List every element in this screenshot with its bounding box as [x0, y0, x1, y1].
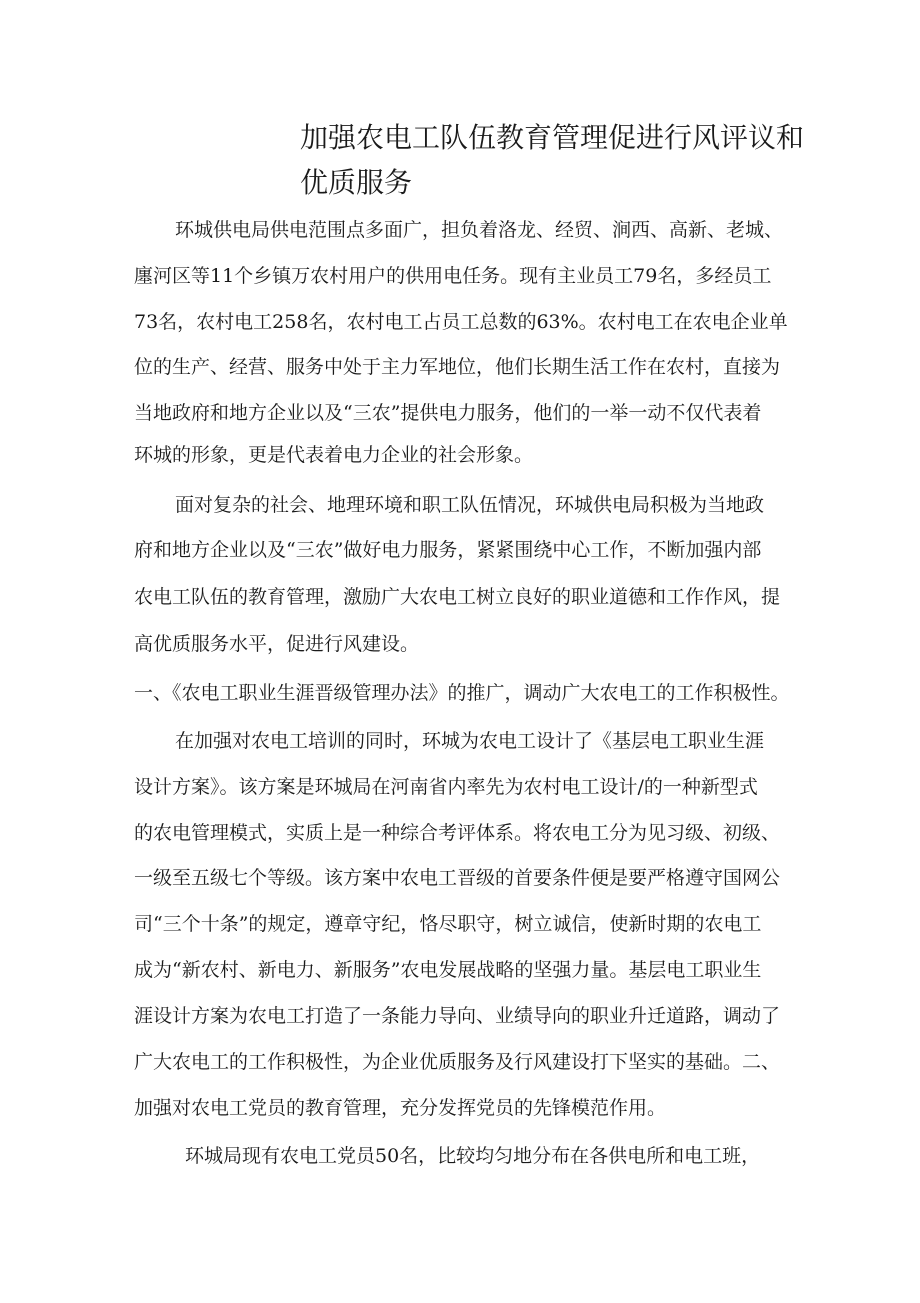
- paragraph-line: 农电工队伍的教育管理，激励广大农电工树立良好的职业道德和工作作风，提: [134, 586, 781, 608]
- document-title-line-1: 加强农电工队伍教育管理促进行风评议和: [300, 121, 805, 154]
- paragraph-line: 广大农电工的工作积极性，为企业优质服务及行风建设打下坚实的基础。二、: [134, 1051, 781, 1073]
- paragraph-line: 府和地方企业以及“三农”做好电力服务，紧紧围绕中心工作，不断加强内部: [134, 539, 762, 561]
- paragraph-line: 廛河区等11个乡镇万农村用户的供用电任务。现有主业员工79名，多经员工: [134, 265, 772, 287]
- document-title-line-2: 优质服务: [300, 166, 413, 199]
- section-heading: 一、《农电工职业生涯晋级管理办法》的推广，调动广大农电工的工作积极性。: [134, 682, 790, 704]
- paragraph-line: 位的生产、经营、服务中处于主力军地位，他们长期生活工作在农村，直接为: [134, 356, 781, 378]
- paragraph-line: 面对复杂的社会、地理环境和职工队伍情况，环城供电局积极为当地政: [175, 494, 765, 516]
- paragraph-line: 73名，农村电工258名，农村电工占员工总数的63%。农村电工在农电企业单: [134, 311, 788, 333]
- paragraph-line: 环城局现有农电工党员50名，比较均匀地分布在各供电所和电工班，: [185, 1145, 761, 1167]
- paragraph-line: 高优质服务水平，促进行风建设。: [134, 633, 420, 655]
- paragraph-line: 环城供电局供电范围点多面广，担负着洛龙、经贸、涧西、高新、老城、: [175, 219, 784, 241]
- paragraph-line: 司“三个十条”的规定，遵章守纪，恪尽职守，树立诚信，使新时期的农电工: [134, 913, 762, 935]
- paragraph-line: 环城的形象，更是代表着电力企业的社会形象。: [134, 444, 534, 466]
- paragraph-line: 一级至五级七个等级。该方案中农电工晋级的首要条件便是要严格遵守国网公: [134, 867, 781, 889]
- paragraph-line: 当地政府和地方企业以及“三农”提供电力服务，他们的一举一动不仅代表着: [134, 402, 762, 424]
- paragraph-line: 的农电管理模式，实质上是一种综合考评体系。将农电工分为见习级、初级、: [134, 822, 781, 844]
- paragraph-line: 涯设计方案为农电工打造了一条能力导向、业绩导向的职业升迁道路，调动了: [134, 1005, 781, 1027]
- paragraph-line: 加强对农电工党员的教育管理，充分发挥党员的先锋模范作用。: [134, 1097, 667, 1119]
- paragraph-line: 设计方案》。该方案是环城局在河南省内率先为农村电工设计/的一种新型式: [134, 776, 758, 798]
- paragraph-line: 在加强对农电工培训的同时，环城为农电工设计了《基层电工职业生涯: [175, 730, 765, 752]
- paragraph-line: 成为“新农村、新电力、新服务”农电发展战略的坚强力量。基层电工职业生: [134, 959, 762, 981]
